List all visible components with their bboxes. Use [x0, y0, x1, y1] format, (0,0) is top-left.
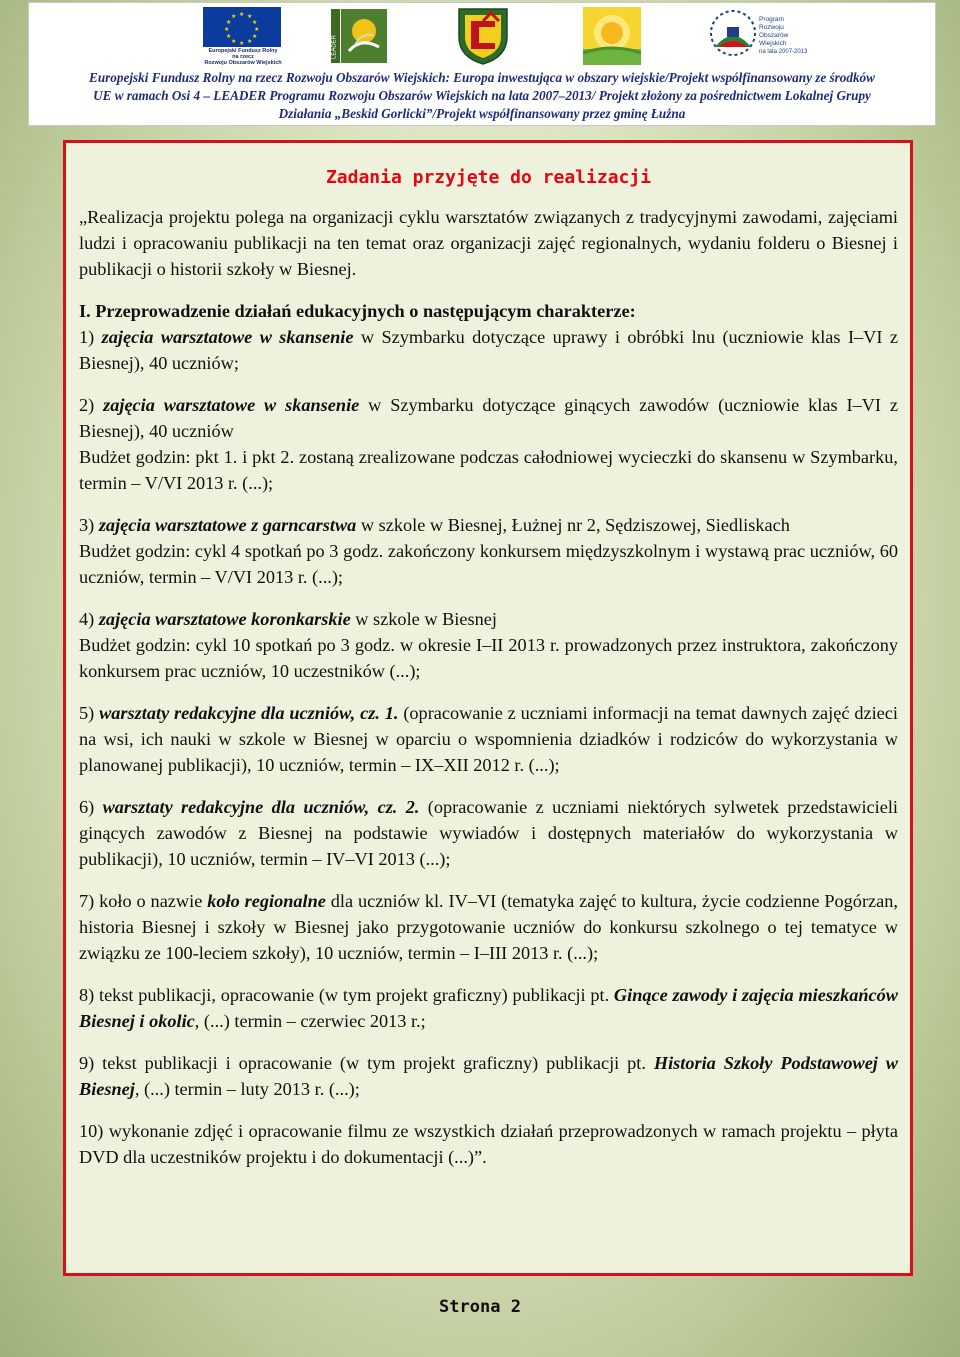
eu-flag-logo [191, 7, 295, 67]
list-item-3-budget: Budżet godzin: cykl 4 spotkań po 3 godz. zakończony konkursem międzyszkolnym i wystawą prac uczniów, 60 uczniów, termin – V/VI 2013 r. (...); [79, 541, 898, 587]
list-item-6: 6) warsztaty redakcyjne dla uczniów, cz. 2. (opracowanie z uczniami niektórych sylwetek przedstawicieli ginących zawodów z Biesnej na podstawie wywiadów i dostępnych materiałów do wykorzystania w publikacji), 10 uczniów, termin – IV–VI 2013 (...); [79, 797, 898, 869]
prow-program-logo [693, 7, 811, 67]
list-item-4-budget: Budżet godzin: cykl 10 spotkań po 3 godz. w okresie I–II 2013 r. prowadzonych przez instruktora, zakończony konkursem prac uczniów, 10 uczestników (...); [79, 635, 898, 681]
coat-of-arms-logo [457, 7, 509, 65]
leader-logo [331, 7, 389, 65]
page-title: Zadania przyjęte do realizacji [325, 167, 652, 188]
svg-text:na lata 2007-2013: na lata 2007-2013 [759, 49, 808, 55]
eu-caption: Europejski Fundusz Rolny na rzecz Rozwoju Obszarów Wiejskich [204, 48, 282, 67]
header-line-1: Europejski Fundusz Rolny na rzecz Rozwoju Obszarów Wiejskich: Europa inwestująca w obszary wiejskie/Projekt współfinansowany ze środków [89, 70, 875, 85]
list-item-4: 4) zajęcia warsztatowe koronkarskie w szkole w Biesnej [79, 609, 497, 629]
list-item-2-budget: Budżet godzin: pkt 1. i pkt 2. zostaną zrealizowane podczas całodniowej wycieczki do skansenu w Szymbarku, termin – V/VI 2013 r. (...); [79, 447, 898, 493]
svg-text:Program: Program [759, 16, 784, 23]
header-line-2: UE w ramach Osi 4 – LEADER Programu Rozwoju Obszarów Wiejskich na lata 2007–2013/ Projekt złożony za pośrednictwem Lokalnej Grupy [93, 88, 871, 103]
svg-text:Obszarów: Obszarów [759, 32, 789, 39]
eu-flag-icon: ★ ★ ★ ★ ★ ★ ★ ★ ★ ★ ★ ★ [203, 7, 281, 47]
list-item-5: 5) warsztaty redakcyjne dla uczniów, cz. 1. (opracowanie z uczniami informacji na temat dawnych zajęć dzieci na wsi, ich nauki w szkole w Biesnej w oparciu o wspomnienia dziadków i rodziców do wykorzystania w planowanej publikacji), 10 uczniów, termin – IX–XII 2012 r. (...); [79, 703, 898, 775]
list-item-1: 1) zajęcia warsztatowe w skansenie w Szymbarku dotyczące uprawy i obróbki lnu (uczniowie klas I–VI z Biesnej), 40 uczniów; [79, 327, 898, 373]
list-item-10: 10) wykonanie zdjęć i opracowanie filmu ze wszystkich działań przeprowadzonych w ramach projektu – płyta DVD dla uczestników projektu i do dokumentacji (...)”. [79, 1121, 898, 1167]
content-body [79, 150, 898, 1186]
list-item-2: 2) zajęcia warsztatowe w skansenie w Szymbarku dotyczące ginących zawodów (uczniowie klas I–VI z Biesnej), 40 uczniów [79, 395, 898, 441]
page-number: Strona 2 [439, 1297, 521, 1317]
sun-logo [583, 7, 641, 65]
header-line-3: Działania „Beskid Gorlicki”/Projekt współfinansowany przez gminę Łużna [278, 106, 686, 121]
logo-strip [29, 3, 935, 69]
section-heading: I. Przeprowadzenie działań edukacyjnych o następującym charakterze: [79, 301, 636, 321]
svg-text:Rozwoju: Rozwoju [759, 24, 784, 31]
svg-text:Wiejskich: Wiejskich [759, 40, 787, 47]
list-item-8: 8) tekst publikacji, opracowanie (w tym projekt graficzny) publikacji pt. Ginące zawody i zajęcia mieszkańców Biesnej i okolic, (...) termin – czerwiec 2013 r.; [79, 985, 898, 1031]
intro-paragraph: „Realizacja projektu polega na organizacji cyklu warsztatów związanych z tradycyjnymi zawodami, zajęciami ludzi i opracowaniu publikacji na ten temat oraz organizacji zajęć regionalnych, wydaniu folderu o Biesnej i publikacji o historii szkoły w Biesnej. [79, 207, 898, 279]
list-item-9: 9) tekst publikacji i opracowanie (w tym projekt graficzny) publikacji pt. Historia Szkoły Podstawowej w Biesnej, (...) termin – luty 2013 r. (...); [79, 1053, 898, 1099]
list-item-7: 7) koło o nazwie koło regionalne dla uczniów kl. IV–VI (tematyka zajęć to kultura, życie codzienne Pogórzan, historia Biesnej i szkoły w Biesnej jako przygotowanie uczniów do konkursu szkolnego o tej tematyce w związku ze 100-leciem szkoły), 10 uczniów, termin – I–III 2013 r. (...); [79, 891, 898, 963]
list-item-3: 3) zajęcia warsztatowe z garncarstwa w szkole w Biesnej, Łużnej nr 2, Sędziszowej, Siedliskach [79, 515, 790, 535]
leader-label: LEADER [331, 34, 338, 59]
header-banner [28, 2, 936, 126]
